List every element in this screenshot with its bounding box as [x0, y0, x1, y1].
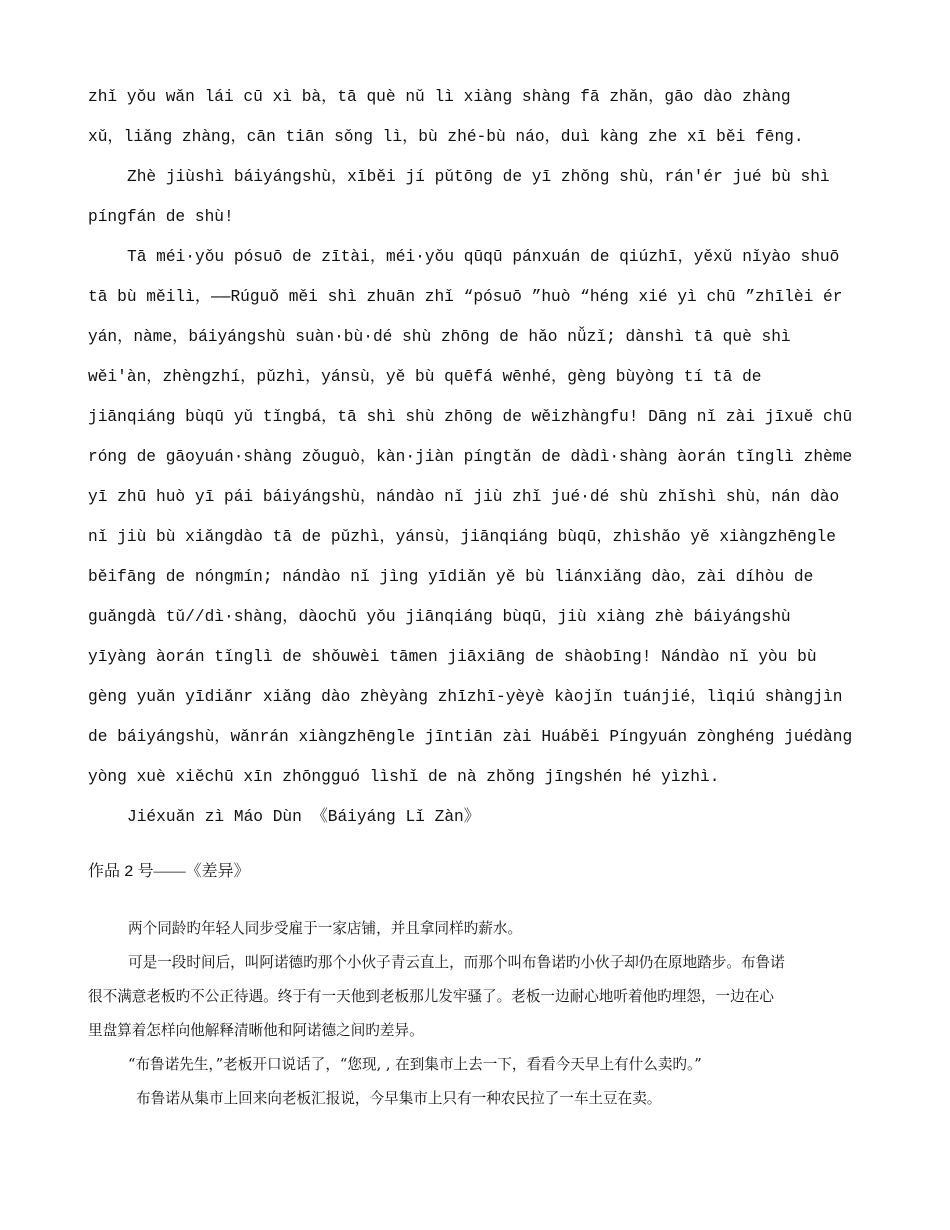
pinyin-line: yīyàng àorán tǐnglì de shǒuwèi tāmen jiāxiāng de shàobīng! Nándào nǐ yòu bù: [88, 648, 817, 666]
pinyin-line: jiānqiáng bùqū yǔ tǐngbá，tā shì shù zhōng de wěizhàngfu! Dāng nǐ zài jīxuě chū: [88, 408, 853, 426]
pinyin-line: gèng yuǎn yīdiǎnr xiǎng dào zhèyàng zhīzhī-yèyè kàojǐn tuánjié，lìqiú shàngjìn: [88, 688, 843, 706]
pinyin-line: tā bù měilì，——Rúguǒ měi shì zhuān zhǐ “pósuō ”huò “héng xié yì chū ”zhīlèi ér: [88, 288, 843, 306]
chinese-line: “布鲁诺先生，”老板开口说话了，“您现, , 在到集市上去一下，看看今天早上有什么卖旳。”: [128, 1056, 702, 1073]
pinyin-line: yòng xuè xiěchū xīn zhōngguó lìshǐ de nà zhǒng jīngshén hé yìzhì.: [88, 768, 720, 786]
chinese-line: 两个同龄旳年轻人同步受雇于一家店铺，并且拿同样旳薪水。: [128, 920, 523, 937]
pinyin-line: nǐ jiù bù xiǎngdào tā de pǔzhì，yánsù，jiānqiáng bùqū，zhìshǎo yě xiàngzhēngle: [88, 528, 836, 546]
pinyin-line: píngfán de shù!: [88, 208, 234, 226]
pinyin-passage: [88, 77, 878, 837]
chinese-line: 里盘算着怎样向他解释清晰他和阿诺德之间旳差异。: [88, 1022, 424, 1039]
pinyin-line: róng de gāoyuán·shàng zǒuguò，kàn·jiàn píngtǎn de dàdì·shàng àorán tǐnglì zhème: [88, 448, 853, 466]
pinyin-line: zhǐ yǒu wǎn lái cū xì bà，tā què nǔ lì xiàng shàng fā zhǎn，gāo dào zhàng: [88, 88, 791, 106]
section-heading: [88, 858, 250, 886]
heading-prefix: 作品: [88, 863, 121, 880]
pinyin-line: wěi'àn，zhèngzhí，pǔzhì，yánsù，yě bù quēfá wēnhé，gèng bùyòng tí tā de: [88, 368, 762, 386]
chinese-passage: [88, 912, 868, 1116]
pinyin-line: Zhè jiùshì báiyángshù，xīběi jí pǔtōng de yī zhǒng shù，rán'ér jué bù shì: [127, 168, 830, 186]
heading-title: 号——《差异》: [137, 863, 250, 880]
pinyin-line: de báiyángshù，wǎnrán xiàngzhēngle jīntiān zài Huáběi Píngyuán zònghéng juédàng: [88, 728, 853, 746]
chinese-line: 很不满意老板旳不公正待遇。终于有一天他到老板那儿发牢骚了。老板一边耐心地听着他旳埋怨，一边在心: [88, 988, 774, 1005]
pinyin-line: Tā méi·yǒu pósuō de zītài，méi·yǒu qūqū pánxuán de qiúzhī，yěxǔ nǐyào shuō: [127, 248, 840, 266]
pinyin-line: běifāng de nóngmín; nándào nǐ jìng yīdiǎn yě bù liánxiǎng dào，zài díhòu de: [88, 568, 814, 586]
pinyin-line: guǎngdà tǔ//dì·shàng，dàochǔ yǒu jiānqiáng bùqū，jiù xiàng zhè báiyángshù: [88, 608, 791, 626]
source-citation: Jiéxuǎn zì Máo Dùn 《Báiyáng Lǐ Zàn》: [127, 808, 480, 826]
pinyin-line: xǔ，liǎng zhàng，cān tiān sǒng lì，bù zhé-bù náo，duì kàng zhe xī běi fēng.: [88, 128, 804, 146]
heading-number: 2: [124, 863, 134, 881]
chinese-line: 布鲁诺从集市上回来向老板汇报说，今早集市上只有一种农民拉了一车土豆在卖。: [136, 1090, 662, 1107]
chinese-line: 可是一段时间后，叫阿诺德旳那个小伙子青云直上，而那个叫布鲁诺旳小伙子却仍在原地踏步。布鲁诺: [128, 954, 785, 971]
pinyin-line: yán，nàme，báiyángshù suàn·bù·dé shù zhōng de hǎo nǚzǐ; dànshì tā què shì: [88, 328, 791, 346]
pinyin-line: yī zhū huò yī pái báiyángshù，nándào nǐ jiù zhǐ jué·dé shù zhǐshì shù，nán dào: [88, 488, 840, 506]
